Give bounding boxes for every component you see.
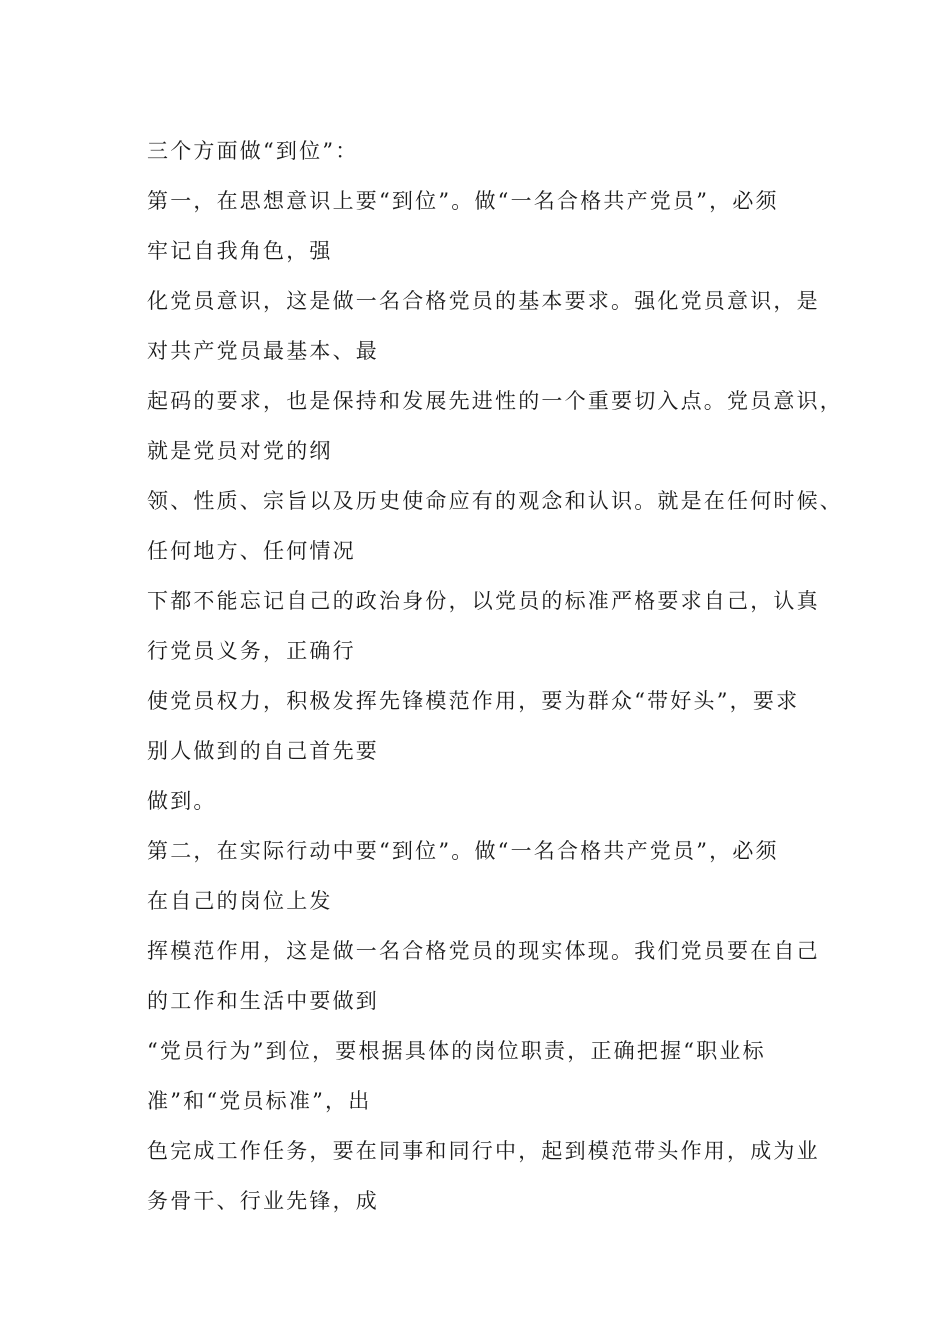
text-line: 牢记自我角色，强 [147, 239, 333, 263]
text-line: 色完成工作任务，要在同事和同行中，起到模范带头作用，成为业 [147, 1139, 820, 1163]
text-line: 对共产党员最基本、最 [147, 339, 379, 363]
text-line: 三个方面做“到位”： [147, 139, 359, 163]
text-line: 在自己的岗位上发 [147, 889, 333, 913]
text-line: 化党员意识，这是做一名合格党员的基本要求。强化党员意识，是 [147, 289, 820, 313]
text-line: 下都不能忘记自己的政治身份，以党员的标准严格要求自己，认真 [147, 589, 820, 613]
text-line: 行党员义务，正确行 [147, 639, 356, 663]
text-line: 任何地方、任何情况 [147, 539, 356, 563]
text-line: 领、性质、宗旨以及历史使命应有的观念和认识。就是在任何时候、 [147, 489, 843, 513]
text-line: 就是党员对党的纲 [147, 439, 333, 463]
text-line: 使党员权力，积极发挥先锋模范作用，要为群众“带好头”，要求 [147, 689, 800, 713]
text-line: 务骨干、行业先锋，成 [147, 1189, 379, 1213]
text-line: 挥模范作用，这是做一名合格党员的现实体现。我们党员要在自己 [147, 939, 820, 963]
text-line: 做到。 [147, 789, 217, 813]
text-line: 第一，在思想意识上要“到位”。做“一名合格共产党员”，必须 [147, 189, 779, 213]
text-line: 第二，在实际行动中要“到位”。做“一名合格共产党员”，必须 [147, 839, 779, 863]
text-line: “党员行为”到位，要根据具体的岗位职责，正确把握“职业标 [147, 1039, 766, 1063]
text-line: 起码的要求，也是保持和发展先进性的一个重要切入点。党员意识， [147, 389, 843, 413]
text-line: 准”和“党员标准”，出 [147, 1089, 372, 1113]
text-line: 别人做到的自己首先要 [147, 739, 379, 763]
text-line: 的工作和生活中要做到 [147, 989, 379, 1013]
